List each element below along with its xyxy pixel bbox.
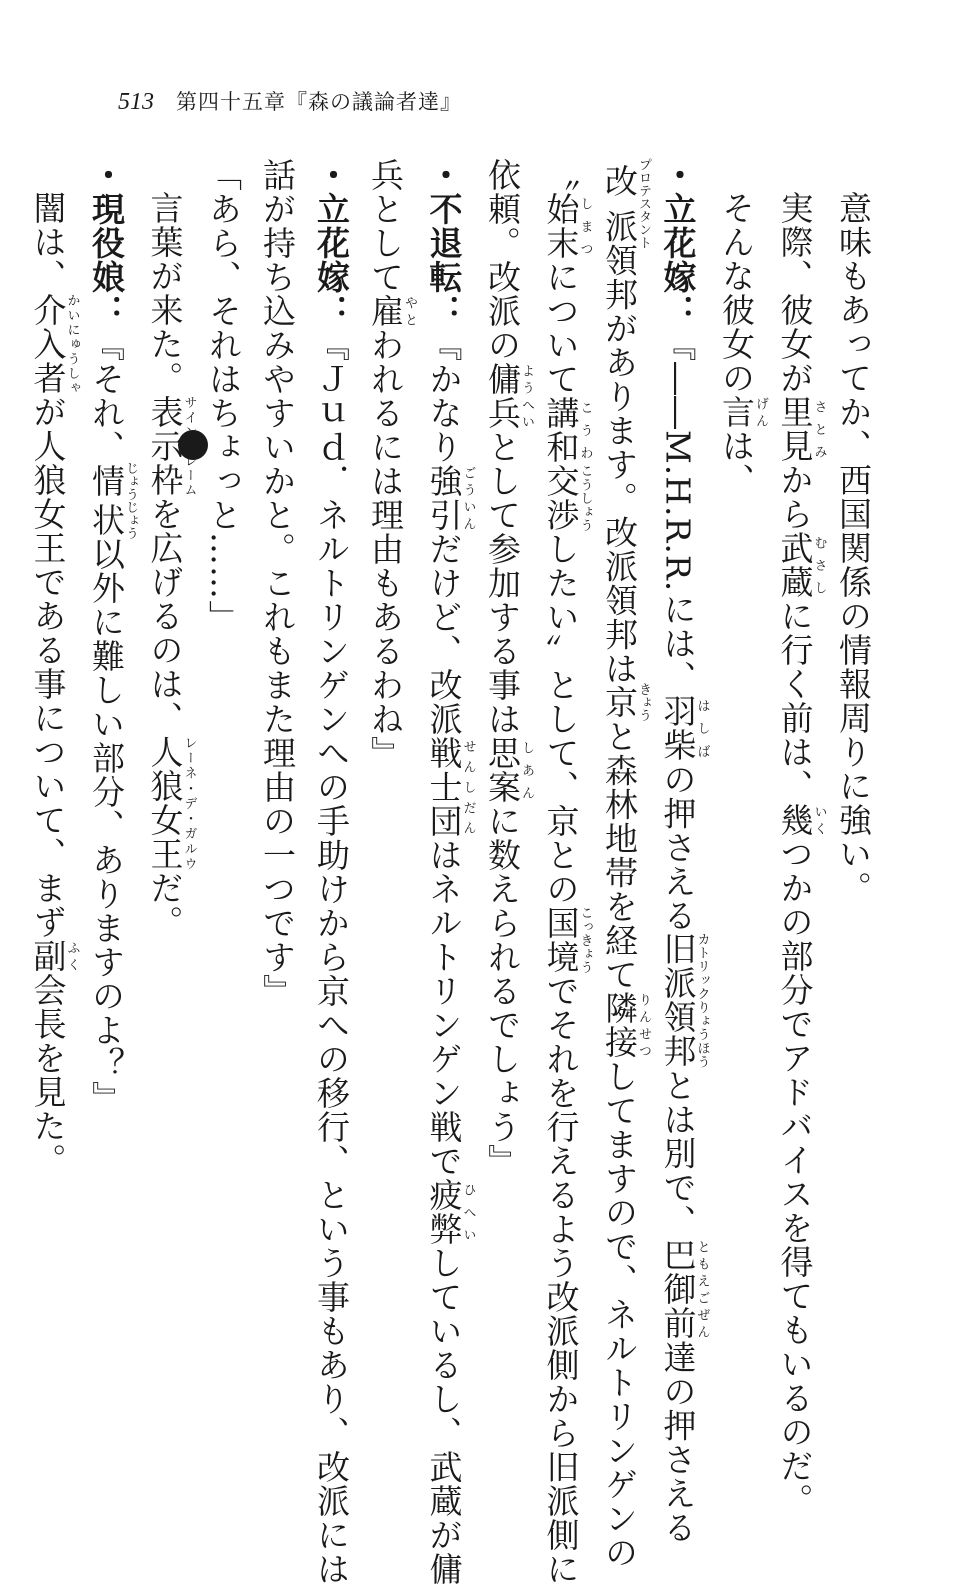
line-text: 「あら、それはちょっと……」 bbox=[204, 158, 243, 634]
ruby-reading: りんせつ bbox=[636, 991, 651, 1060]
line-text: 『それ、情状じょうじょう以外に難しい部分、ありますのよ？』 bbox=[87, 328, 138, 1115]
ruby-reading: プロテスタント bbox=[636, 158, 651, 249]
text-line bbox=[534, 158, 593, 1586]
ruby-word: 幾いく bbox=[775, 803, 827, 837]
ruby-reading: むさし bbox=[811, 531, 827, 599]
line-text: 兵として雇やとわれるには理由もあるわね』 bbox=[366, 158, 417, 770]
ruby-word: 言げん bbox=[717, 395, 768, 429]
ruby-word: 改派プロテスタント bbox=[600, 158, 651, 249]
ruby-word: 国境こっきょう bbox=[541, 906, 593, 974]
ruby-word: 表示枠サインフレーム bbox=[145, 395, 197, 497]
line-text: 話が持ち込みやすいかと。これもまた理由の一つです』 bbox=[258, 158, 297, 1008]
speaker-label: ・現役娘： bbox=[87, 158, 126, 328]
ruby-word: 武蔵むさし bbox=[775, 531, 827, 599]
ruby-word: 巴御前ともえごぜん bbox=[658, 1238, 710, 1341]
text-line bbox=[358, 158, 417, 1358]
ruby-reading: しあん bbox=[519, 736, 534, 804]
ruby-word: 交渉こうしょう bbox=[541, 464, 593, 532]
ruby-word: 羽柴はしば bbox=[658, 694, 710, 763]
text-line bbox=[21, 158, 80, 1358]
ruby-reading: はしば bbox=[694, 694, 710, 763]
ruby-word: 戦士団せんしだん bbox=[424, 736, 476, 838]
text-line bbox=[475, 158, 534, 1358]
ruby-reading: ひへい bbox=[460, 1178, 476, 1246]
ruby-reading: ごういん bbox=[460, 464, 476, 532]
speaker-label: ・立花嫁： bbox=[658, 158, 698, 328]
ruby-reading: こうわ bbox=[577, 396, 593, 464]
ruby-reading: ともえごぜん bbox=[694, 1238, 710, 1341]
line-text: 言葉が来た。表示枠サインフレームを広げるのは、人狼女王レーネ・デ・ガルウだ。 bbox=[145, 191, 197, 939]
text-line bbox=[138, 158, 197, 1358]
ruby-reading: サインフレーム bbox=[181, 395, 197, 497]
ruby-reading: やと bbox=[402, 294, 417, 328]
text-line bbox=[768, 158, 827, 1517]
ruby-reading: かいにゅうしゃ bbox=[64, 293, 80, 395]
ruby-word: 始末しまつ bbox=[541, 192, 593, 260]
ruby-reading: レーネ・デ・ガルウ bbox=[181, 735, 197, 871]
ruby-reading: カトリックりょうほう bbox=[694, 932, 710, 1069]
line-text: 依頼。改派の傭兵ようへいとして参加する事は思案しあんに数えられるでしょう』 bbox=[483, 158, 534, 1178]
ruby-word: 隣接りんせつ bbox=[600, 991, 651, 1060]
line-text: 『かなり強引ごういんだけど、改派戦士団せんしだんはネルトリンゲン戦で疲弊ひへいしているし、武蔵が傭 bbox=[424, 328, 476, 1586]
text-line bbox=[709, 158, 768, 1358]
line-text: 闇は、介入者かいにゅうしゃが人狼女王である事について、まず副ふく会長を見た。 bbox=[28, 191, 80, 1177]
speaker-label: ・立花嫁： bbox=[312, 158, 351, 328]
text-line bbox=[417, 158, 476, 1586]
text-line bbox=[592, 158, 651, 1570]
ruby-word: 里見さとみ bbox=[775, 395, 827, 463]
line-text: 実際、彼女が里見さとみから武蔵むさしに行く前は、幾いくつかの部分でアドバイスを得てもいるのだ。 bbox=[775, 191, 827, 1517]
ruby-reading: じょうじょう bbox=[123, 461, 138, 540]
ruby-word: 京きょう bbox=[600, 682, 651, 722]
chapter-title: 第四十五章『森の議論者達』 bbox=[176, 90, 462, 114]
line-text: 『Ｊｕｄ．ネルトリンゲンへの手助けから京への移行、という事もあり、改派には bbox=[312, 328, 351, 1586]
ruby-word: 講和こうわ bbox=[541, 396, 593, 464]
text-line bbox=[651, 158, 710, 1545]
ruby-word: 思案しあん bbox=[483, 736, 534, 804]
vertical-text-body bbox=[28, 158, 880, 1586]
line-text: 改派プロテスタント領邦があります。改派領邦は京きょうと森林地帯を経て隣接りんせつしてますので、ネルトリンゲンの bbox=[600, 158, 651, 1570]
ruby-reading: こうしょう bbox=[577, 464, 593, 532]
ruby-word: 傭兵ようへい bbox=[483, 362, 534, 430]
ruby-reading: いく bbox=[811, 803, 827, 837]
running-header bbox=[118, 86, 462, 116]
ruby-word: 人狼女王レーネ・デ・ガルウ bbox=[145, 735, 197, 871]
ruby-word: 情状じょうじょう bbox=[87, 461, 138, 540]
text-line bbox=[196, 158, 250, 1358]
ruby-reading: こっきょう bbox=[577, 906, 593, 974]
page-number: 513 bbox=[118, 89, 154, 115]
ruby-reading: げん bbox=[753, 395, 768, 429]
ruby-word: 疲弊ひへい bbox=[424, 1178, 476, 1246]
text-line bbox=[79, 158, 138, 1358]
speaker-label: ・不退転： bbox=[424, 158, 464, 328]
ruby-reading: きょう bbox=[636, 682, 651, 722]
ruby-word: 強引ごういん bbox=[424, 464, 476, 532]
line-text: 〝始末しまつについて講和こうわ交渉こうしょうしたい〟として、京との国境こっきょうでそれを行えるよう改派側から旧派側に bbox=[541, 158, 593, 1586]
ruby-reading: せんしだん bbox=[460, 736, 476, 838]
ruby-word: 雇やと bbox=[366, 294, 417, 328]
ruby-reading: ふく bbox=[64, 939, 80, 973]
ruby-word: 旧派領邦カトリックりょうほう bbox=[658, 932, 710, 1069]
line-text: 意味もあってか、西国関係の情報周りに強い。 bbox=[834, 191, 873, 905]
line-text: そんな彼女の言げんは、 bbox=[717, 191, 768, 497]
ruby-word: 介入者かいにゅうしゃ bbox=[28, 293, 80, 395]
ruby-reading: さとみ bbox=[811, 395, 827, 463]
text-line bbox=[826, 158, 880, 1358]
ruby-word: 副ふく bbox=[28, 939, 80, 973]
line-text: 『――M.H.R.R.には、羽柴はしばの押さえる旧派領邦カトリックりょうほうとは別で、巴御前ともえごぜん達の押さえる bbox=[658, 328, 710, 1545]
ruby-reading: しまつ bbox=[577, 192, 593, 260]
ruby-reading: ようへい bbox=[519, 362, 534, 430]
text-line bbox=[304, 158, 358, 1586]
text-line bbox=[250, 158, 304, 1358]
